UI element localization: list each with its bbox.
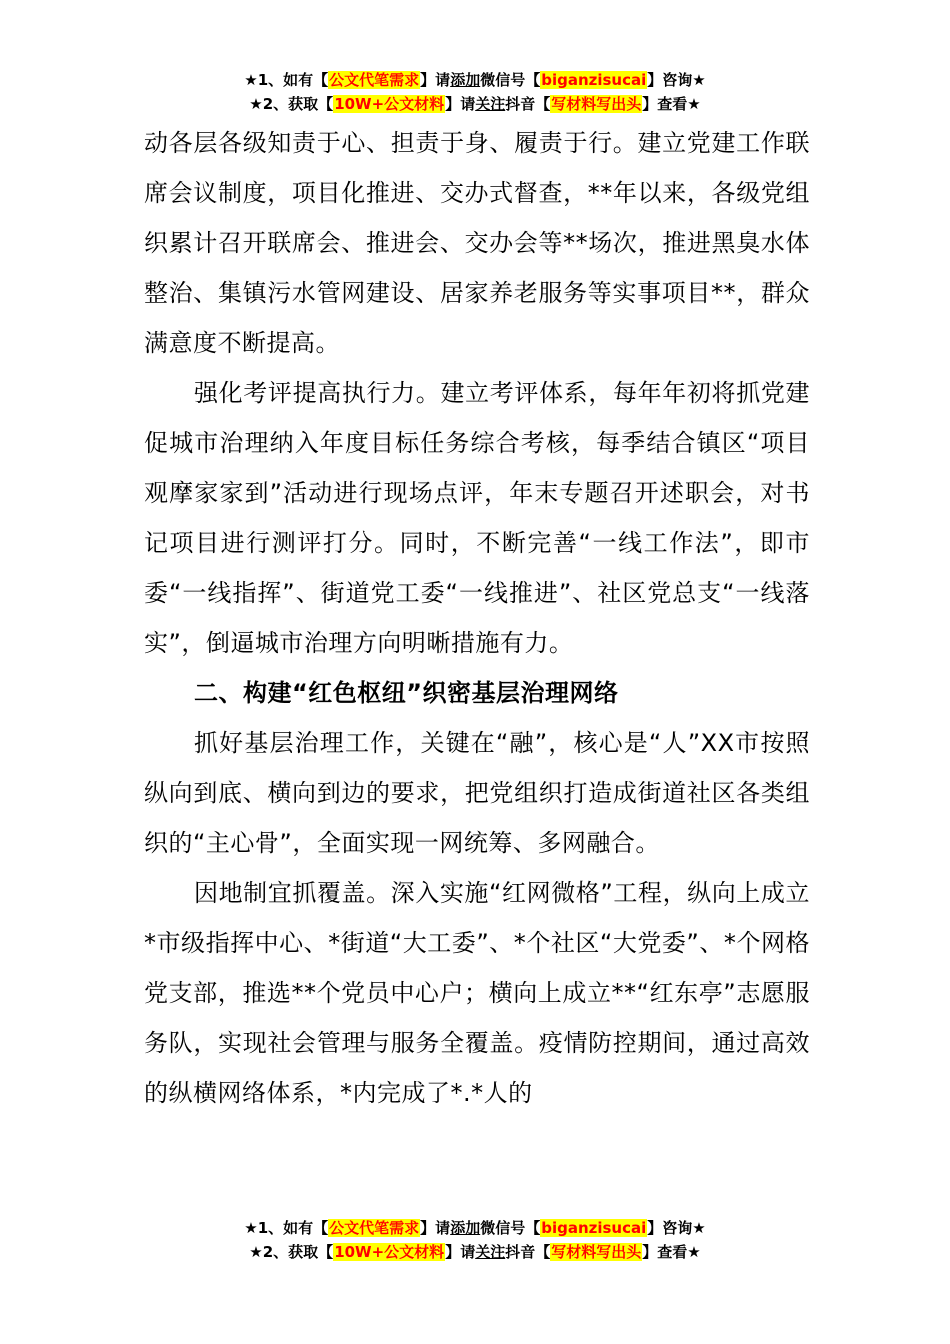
banner-line-2: ★2、获取【10W+公文材料】请关注抖音【写材料写出头】查看★ bbox=[249, 1243, 701, 1261]
banner-line-1: ★1、如有【公文代笔需求】请添加微信号【biganzisucai】咨询★ bbox=[244, 71, 706, 89]
document-body bbox=[144, 118, 810, 1118]
header-banner bbox=[0, 68, 950, 116]
highlight-wechat-id: biganzisucai bbox=[541, 1219, 647, 1237]
highlight-materials: 10W+公文材料 bbox=[334, 1243, 445, 1261]
highlight-douyin: 写材料写出头 bbox=[551, 95, 642, 113]
section-heading: 二、构建“红色枢纽”织密基层治理网络 bbox=[194, 679, 619, 707]
paragraph-coverage: 因地制宜抓覆盖。深入实施“红网微格”工程，纵向上成立*市级指挥中心、*街道“大工委”、*个社区“大党委”、*个网格党支部，推选**个党员中心户；横向上成立**“红东亭”志愿服务队，实现社会管理与服务全覆盖。疫情防控期间，通过高效的纵横网络体系，*内完成了*.*人的 bbox=[144, 879, 810, 1107]
highlight-douyin: 写材料写出头 bbox=[551, 1243, 642, 1261]
highlight-materials: 10W+公文材料 bbox=[334, 95, 445, 113]
paragraph-continued: 动各层各级知责于心、担责于身、履责于行。建立党建工作联席会议制度，项目化推进、交办式督查，**年以来，各级党组织累计召开联席会、推进会、交办会等**场次，推进黑臭水体整治、集镇污水管网建设、居家养老服务等实事项目**，群众满意度不断提高。 bbox=[144, 129, 810, 357]
paragraph-governance: 抓好基层治理工作，关键在“融”，核心是“人”XX市按照纵向到底、横向到边的要求，把党组织打造成街道社区各类组织的“主心骨”，全面实现一网统筹、多网融合。 bbox=[144, 729, 810, 857]
highlight-service: 公文代笔需求 bbox=[329, 71, 420, 89]
footer-banner bbox=[0, 1216, 950, 1264]
banner-line-2: ★2、获取【10W+公文材料】请关注抖音【写材料写出头】查看★ bbox=[249, 95, 701, 113]
banner-line-1: ★1、如有【公文代笔需求】请添加微信号【biganzisucai】咨询★ bbox=[244, 1219, 706, 1237]
highlight-service: 公文代笔需求 bbox=[329, 1219, 420, 1237]
paragraph-assessment: 强化考评提高执行力。建立考评体系，每年年初将抓党建促城市治理纳入年度目标任务综合考核，每季结合镇区“项目观摩家家到”活动进行现场点评，年末专题召开述职会，对书记项目进行测评打分。同时，不断完善“一线工作法”，即市委“一线指挥”、街道党工委“一线推进”、社区党总支“一线落实”，倒逼城市治理方向明晰措施有力。 bbox=[144, 379, 810, 657]
highlight-wechat-id: biganzisucai bbox=[541, 71, 647, 89]
